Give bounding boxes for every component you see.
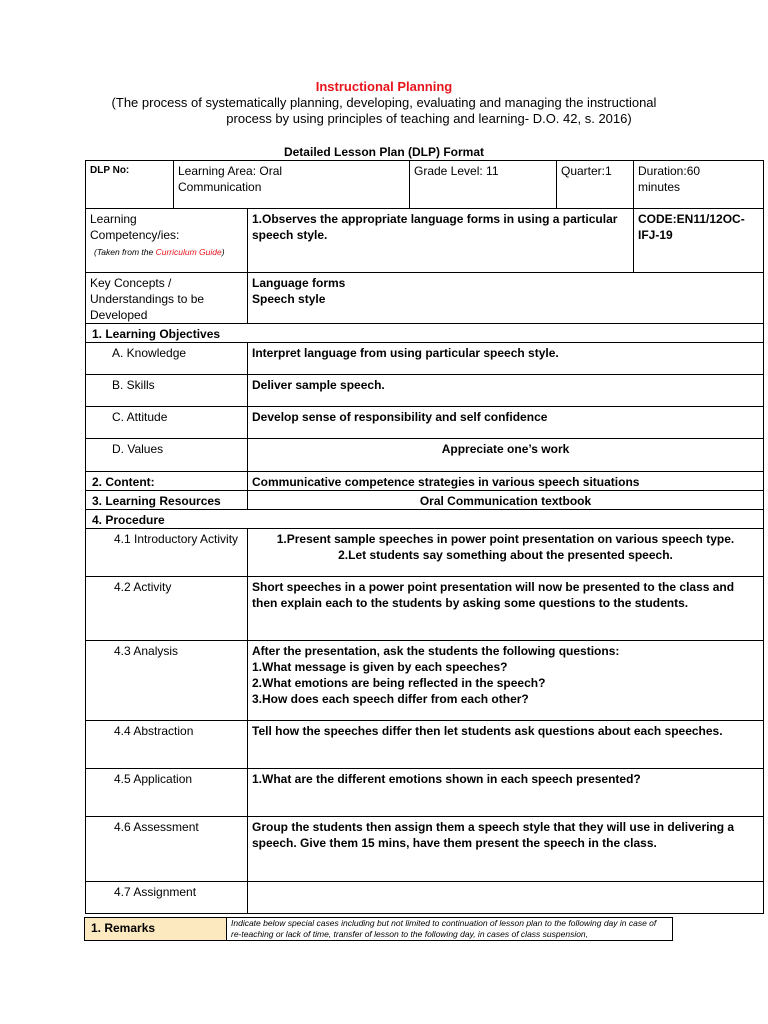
content-text: Communicative competence strategies in various speech situations bbox=[248, 472, 764, 491]
procedure-text: Short speeches in a power point presentation will now be presented to the class and then explain each to the students by asking some questions to the students. bbox=[248, 577, 764, 641]
objective-text: Appreciate one’s work bbox=[248, 439, 764, 472]
key-concepts-label: Key Concepts / Understandings to be Developed bbox=[86, 273, 248, 324]
key-concepts-text: Language forms Speech style bbox=[248, 273, 764, 324]
objective-label: C. Attitude bbox=[86, 407, 248, 439]
competency-label-cell: Learning Competency/ies: (Taken from the Curriculum Guide) bbox=[86, 209, 248, 273]
procedure-row bbox=[86, 641, 764, 721]
key-concepts-row bbox=[86, 273, 764, 324]
remarks-text: Indicate below special cases including but not limited to continuation of lesson plan to the following day in case of re-teaching or lack of time, transfer of lesson to the following day, in cases of class suspension, bbox=[227, 918, 673, 941]
objective-row bbox=[86, 343, 764, 375]
procedure-text: Group the students then assign them a speech style that they will use in delivering a speech. Give them 15 mins, have them present the speech in the class. bbox=[248, 817, 764, 882]
procedure-text: 1.Present sample speeches in power point presentation on various speech type. 2.Let students say something about the presented speech. bbox=[248, 529, 764, 577]
objective-text: Interpret language from using particular speech style. bbox=[248, 343, 764, 375]
procedure-row bbox=[86, 529, 764, 577]
objective-row bbox=[86, 375, 764, 407]
subtitle-line-2: process by using principles of teaching and learning- D.O. 42, s. 2016) bbox=[226, 111, 632, 126]
resources-text: Oral Communication textbook bbox=[248, 491, 764, 510]
objective-label: D. Values bbox=[86, 439, 248, 472]
objective-row bbox=[86, 407, 764, 439]
procedure-label: 4.6 Assessment bbox=[86, 817, 248, 882]
objective-text: Deliver sample speech. bbox=[248, 375, 764, 407]
remarks-label: 1. Remarks bbox=[85, 918, 227, 941]
objectives-heading: 1. Learning Objectives bbox=[86, 324, 764, 343]
procedure-row bbox=[86, 882, 764, 914]
resources-label: 3. Learning Resources bbox=[86, 491, 248, 510]
procedure-heading: 4. Procedure bbox=[86, 510, 764, 529]
objective-label: A. Knowledge bbox=[86, 343, 248, 375]
content-row bbox=[86, 472, 764, 491]
content-label: 2. Content: bbox=[86, 472, 248, 491]
dlp-no-cell: DLP No: bbox=[86, 161, 174, 209]
objective-row bbox=[86, 439, 764, 472]
objectives-heading-row bbox=[86, 324, 764, 343]
procedure-label: 4.1 Introductory Activity bbox=[86, 529, 248, 577]
document-title: Instructional Planning bbox=[315, 79, 453, 94]
grade-level-cell: Grade Level: 11 bbox=[410, 161, 557, 209]
procedure-text bbox=[248, 882, 764, 914]
procedure-row bbox=[86, 577, 764, 641]
resources-row bbox=[86, 491, 764, 510]
remarks-table bbox=[84, 917, 673, 941]
procedure-text: Tell how the speeches differ then let students ask questions about each speeches. bbox=[248, 721, 764, 769]
quarter-cell: Quarter:1 bbox=[557, 161, 634, 209]
procedure-row bbox=[86, 769, 764, 817]
procedure-heading-row bbox=[86, 510, 764, 529]
curriculum-guide-note: (Taken from the Curriculum Guide) bbox=[94, 247, 225, 257]
procedure-text: After the presentation, ask the students the following questions: 1.What message is given by each speeches? 2.What emotions are being reflected in the speech? 3.How does each speech differ from each other? bbox=[248, 641, 764, 721]
procedure-text: 1.What are the different emotions shown in each speech presented? bbox=[248, 769, 764, 817]
format-title: Detailed Lesson Plan (DLP) Format bbox=[283, 145, 485, 159]
competency-text-cell: 1.Observes the appropriate language forms in using a particular speech style. bbox=[248, 209, 634, 273]
procedure-label: 4.3 Analysis bbox=[86, 641, 248, 721]
objective-label: B. Skills bbox=[86, 375, 248, 407]
info-row bbox=[86, 161, 764, 209]
competency-row bbox=[86, 209, 764, 273]
learning-area-cell: Learning Area: Oral Communication bbox=[174, 161, 410, 209]
procedure-row bbox=[86, 721, 764, 769]
competency-code-cell: CODE:EN11/12OC-IFJ-19 bbox=[634, 209, 764, 273]
procedure-label: 4.4 Abstraction bbox=[86, 721, 248, 769]
procedure-label: 4.7 Assignment bbox=[86, 882, 248, 914]
dlp-table bbox=[85, 160, 764, 914]
subtitle-line-1: (The process of systematically planning, developing, evaluating and managing the instructional bbox=[111, 95, 657, 110]
duration-cell: Duration:60 minutes bbox=[634, 161, 764, 209]
procedure-row bbox=[86, 817, 764, 882]
procedure-label: 4.2 Activity bbox=[86, 577, 248, 641]
objective-text: Develop sense of responsibility and self confidence bbox=[248, 407, 764, 439]
procedure-label: 4.5 Application bbox=[86, 769, 248, 817]
